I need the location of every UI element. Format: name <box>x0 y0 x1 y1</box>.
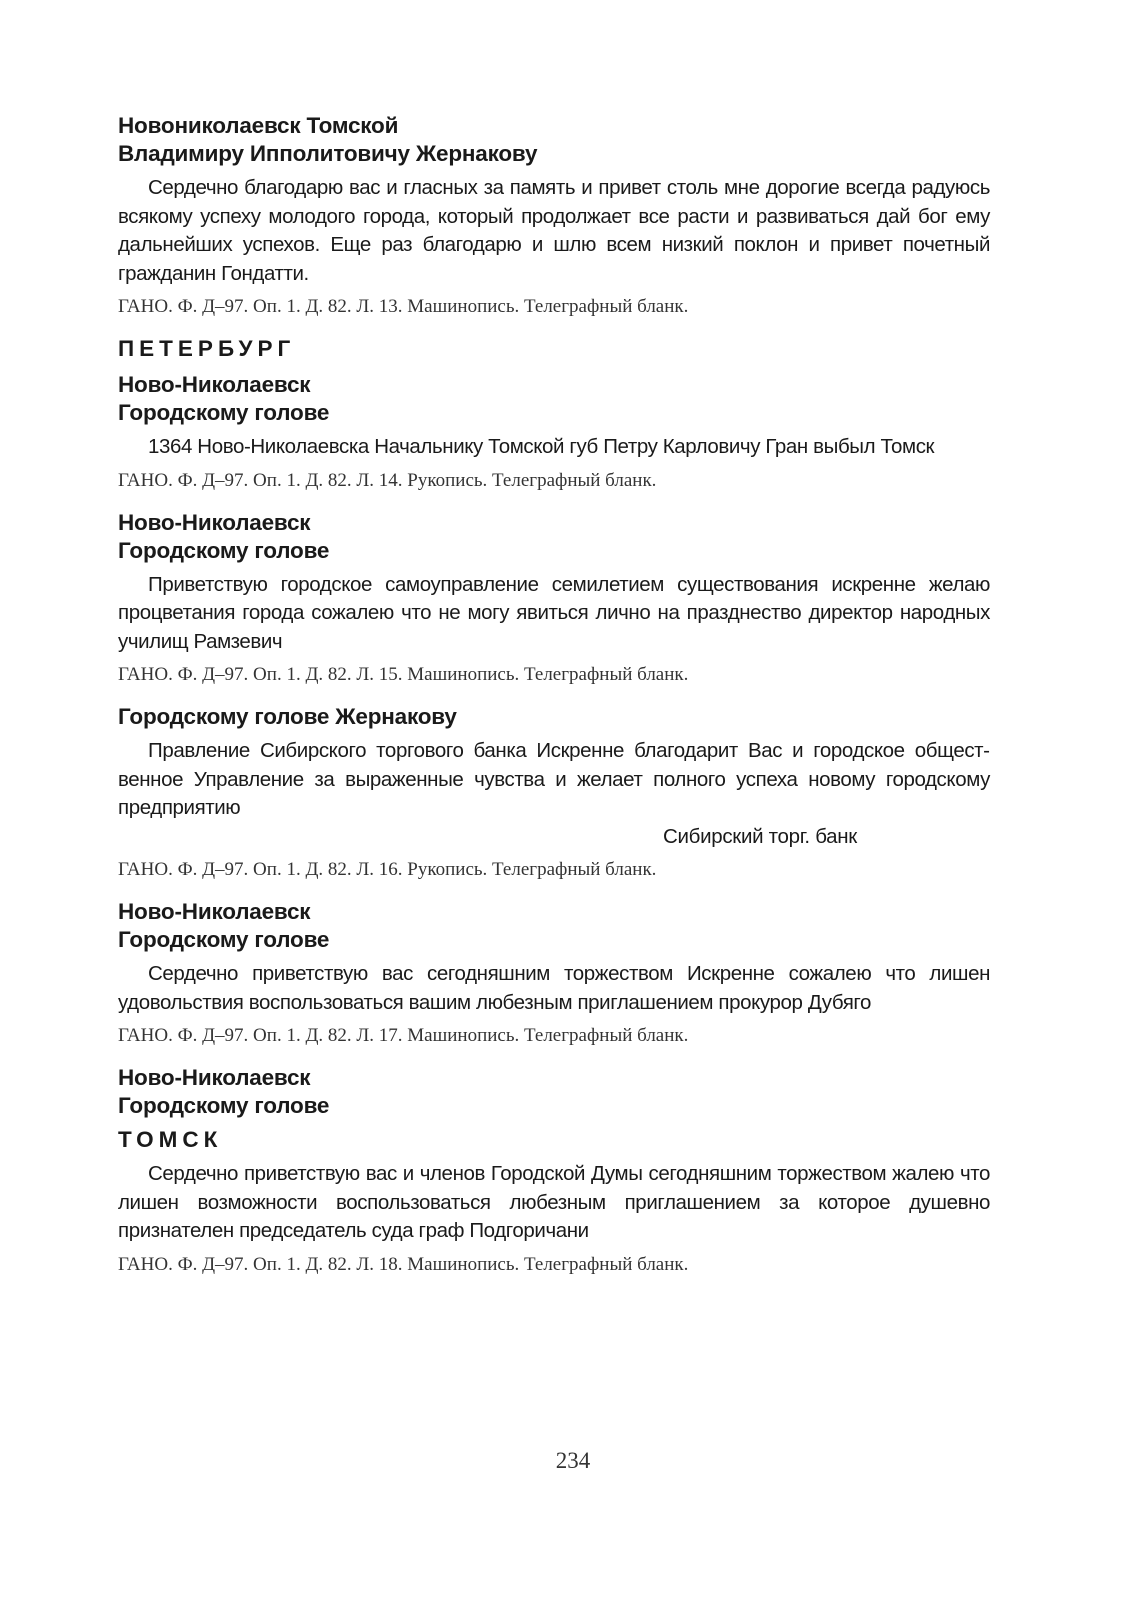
city-heading: ПЕТЕРБУРГ <box>118 336 296 361</box>
telegram-entry <box>118 335 990 494</box>
archive-source: ГАНО. Ф. Д–97. Оп. 1. Д. 82. Л. 13. Машинопись. Телеграфный бланк. <box>118 296 689 317</box>
address-line: Городскому голове <box>118 927 330 952</box>
address-line: Новониколаевск Томской <box>118 113 399 138</box>
telegram-entry <box>118 898 990 1049</box>
telegram-entry <box>118 112 990 320</box>
city-heading: ТОМСК <box>118 1127 223 1152</box>
archive-source: ГАНО. Ф. Д–97. Оп. 1. Д. 82. Л. 18. Машинопись. Телеграфный бланк. <box>118 1253 689 1275</box>
address-line: Ново-Николаевск <box>118 509 311 535</box>
telegram-entry <box>118 509 990 689</box>
telegram-text: Сердечно приветствую вас сегодняшним торжеством Искренне сожалею что лишен удовольствия воспользоваться вашим любезным приглашением прокурор Дубяго <box>118 962 990 1014</box>
address-line: Ново-Николаевск <box>118 372 311 397</box>
signature: Сибирский торг. банк <box>663 824 857 848</box>
address-line: Владимиру Ипполитовичу Жернакову <box>118 141 538 166</box>
telegram-entry <box>118 703 990 883</box>
address-line: Ново-Николаевск <box>118 899 311 924</box>
archive-source: ГАНО. Ф. Д–97. Оп. 1. Д. 82. Л. 17. Машинопись. Телеграфный бланк. <box>118 1025 689 1046</box>
archive-source: ГАНО. Ф. Д–97. Оп. 1. Д. 82. Л. 15. Машинопись. Телеграфный бланк. <box>118 664 689 685</box>
telegram-text: Сердечно приветствую вас и членов Городской Думы сегодняшним торжеством жалею что лишен возможности воспользоваться любезным приглашением за которое душевно признателен председатель суда граф Подгоричани <box>118 1162 990 1242</box>
telegram-entry <box>118 1064 990 1278</box>
telegram-text: 1364 Ново-Николаевска Начальнику Томской губ Петру Карловичу Гран выбыл Томск <box>148 435 935 458</box>
page-content <box>118 112 990 1278</box>
address-line: Городскому голове <box>118 1093 330 1118</box>
archive-source: ГАНО. Ф. Д–97. Оп. 1. Д. 82. Л. 16. Рукопись. Телеграфный бланк. <box>118 859 657 880</box>
address-line: Ново-Николаевск <box>118 1065 311 1090</box>
address-line: Городскому голове <box>118 400 330 425</box>
address-line: Городскому голове <box>118 537 330 563</box>
address-line: Городскому голове Жернакову <box>118 704 457 729</box>
telegram-text: Правление Сибирского торгового банка Искренне благодарит Вас и городское общественное Управление за выраженные чувства и желает полного успеха новому городскому предприятию <box>118 739 990 819</box>
page-number: 234 <box>555 1448 591 1473</box>
archive-source: ГАНО. Ф. Д–97. Оп. 1. Д. 82. Л. 14. Рукопись. Телеграфный бланк. <box>118 469 657 491</box>
telegram-text: Сердечно благодарю вас и гласных за память и привет столь мне дорогие всегда радуюсь всякому успеху молодого города, который продолжает все расти и развиваться дай бог ему дальнейших успехов. Еще раз благодарю и шлю всем низкий поклон и привет почетный гражданин Гондатти. <box>118 176 990 285</box>
telegram-text: Приветствую городское самоуправление семилетием существования искренне желаю процветания города сожалею что не могу явиться лично на празднество директор народных училищ Рамзевич <box>118 572 990 653</box>
